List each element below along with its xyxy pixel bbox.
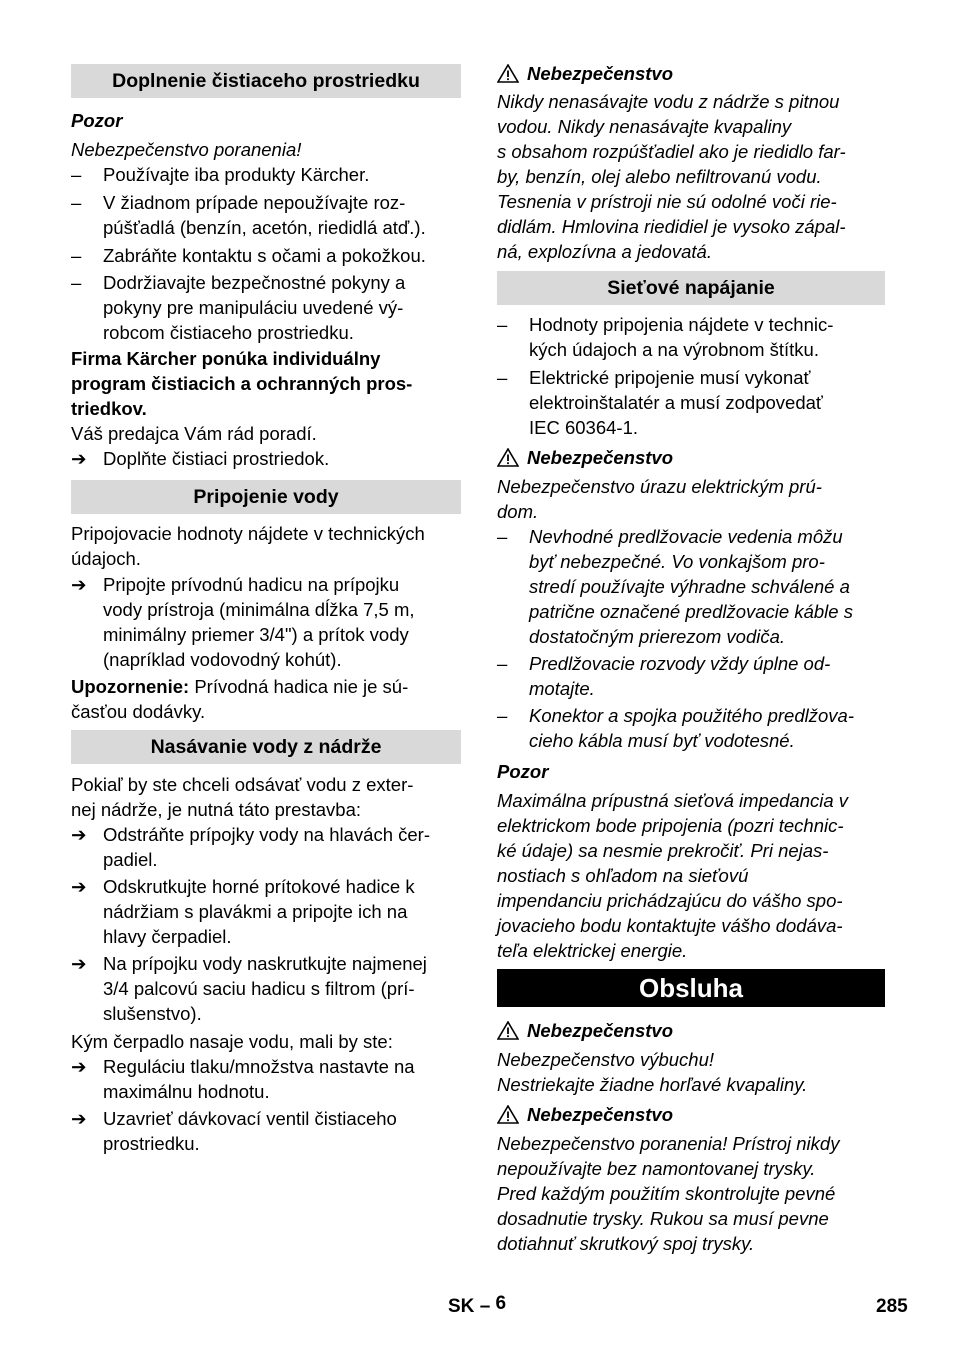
dash-marker: – (497, 314, 508, 335)
section-heading-water-connection: Pripojenie vody (71, 480, 461, 514)
language-code: SK (448, 1296, 475, 1317)
chapter-heading-operation: Obsluha (497, 969, 885, 1007)
list-item: – Konektor a spojka použitého predlžova- cieho kábla musí byť vodotesné. (497, 705, 854, 751)
warning-triangle-icon (497, 448, 519, 467)
warning-text: Nebezpečenstvo poranenia! Prístroj nikdy nepoužívajte bez namontovanej trysky. Pred každým použitím skontrolujte pevné dosadnutie trysky. Rukou sa musí pevne dotiahnuť skrutkový spoj trysky. (497, 1133, 840, 1254)
warning-heading: Nebezpečenstvo (497, 1018, 885, 1043)
section-heading-refill-detergent: Doplnenie čistiaceho prostriedku (71, 64, 461, 98)
arrow-icon: ➔ (71, 1056, 87, 1077)
caution-text: Maximálna prípustná sieťová impedancia v elektrickom bode pripojenia (pozri technic- ké údaje) sa nesmie prekročiť. Pri nejas- nostiach s ohľadom na sieťovú impendanciu prichádzajúcu do vášho spo- jovacieho bodu kontaktujte vášho dodáva- teľa elektrickej energie. (497, 790, 849, 961)
warning-heading: Nebezpečenstvo (497, 1102, 885, 1127)
dash-marker: – (497, 653, 508, 674)
list-item: – V žiadnom prípade nepoužívajte roz- púšťadlá (benzín, acetón, riedidlá atď.). (71, 192, 426, 238)
paragraph: Pripojovacie hodnoty nájdete v technických údajoch. (71, 523, 425, 569)
page-number: 285 (876, 1296, 908, 1317)
step-item: ➔ Odskrutkujte horné prítokové hadice k nádržiam s plavákmi a pripojte ich na hlavy čerpadiel. (71, 876, 415, 947)
paragraph: Kým čerpadlo nasaje vodu, mali by ste: (71, 1031, 393, 1052)
warning-heading: Nebezpečenstvo (497, 61, 885, 86)
warning-triangle-icon (497, 1021, 519, 1040)
list-item: – Nevhodné predlžovacie vedenia môžu byť nebezpečné. Vo vonkajšom pro- stredí používajte výhradne schválené a patrične označené predlžovacie káble s dostatočným prierezom vodiča. (497, 526, 853, 647)
step-item: ➔ Odstráňte prípojky vody na hlavách čer- padiel. (71, 824, 430, 870)
list-item: – Zabráňte kontaktu s očami a pokožkou. (71, 245, 426, 266)
arrow-icon: ➔ (71, 1108, 87, 1129)
section-heading-suction-from-tank: Nasávanie vody z nádrže (71, 730, 461, 764)
footer-dash: – (479, 1296, 491, 1317)
section-heading-power-supply: Sieťové napájanie (497, 271, 885, 305)
step-item: ➔ Doplňte čistiaci prostriedok. (71, 448, 330, 469)
list-item: – Predlžovacie rozvody vždy úplne od- motajte. (497, 653, 831, 699)
list-item: – Hodnoty pripojenia nájdete v technic- kých údajoch a na výrobnom štítku. (497, 314, 834, 360)
note-label: Upozornenie: (71, 676, 190, 697)
dash-marker: – (71, 192, 82, 213)
arrow-icon: ➔ (71, 953, 87, 974)
dealer-advice: Váš predajca Vám rád poradí. (71, 423, 317, 444)
list-item: – Používajte iba produkty Kärcher. (71, 164, 370, 185)
dash-marker: – (71, 272, 82, 293)
step-item: ➔ Reguláciu tlaku/množstva nastavte na maximálnu hodnotu. (71, 1056, 415, 1102)
dash-marker: – (497, 367, 508, 388)
step-item: ➔ Pripojte prívodnú hadicu na prípojku vody prístroja (minimálna dĺžka 7,5 m, minimálny priemer 3/4") a prítok vody (napríklad vodovodný kohút). (71, 574, 415, 670)
caution-text: Nebezpečenstvo poranenia! (71, 139, 302, 160)
dash-marker: – (497, 526, 508, 547)
warning-heading: Nebezpečenstvo (497, 445, 885, 470)
note-paragraph (71, 674, 461, 724)
arrow-icon: ➔ (71, 876, 87, 897)
dash-marker: – (497, 705, 508, 726)
dash-marker: – (71, 245, 82, 266)
section-page-number: 6 (495, 1293, 507, 1314)
dash-marker: – (71, 164, 82, 185)
step-item: ➔ Na prípojku vody naskrutkujte najmenej 3/4 palcovú saciu hadicu s filtrom (prí- slušenstvo). (71, 953, 427, 1024)
step-item: ➔ Uzavrieť dávkovací ventil čistiaceho prostriedku. (71, 1108, 397, 1154)
warning-triangle-icon (497, 64, 519, 83)
warning-text: Nebezpečenstvo výbuchu! Nestriekajte žiadne horľavé kvapaliny. (497, 1049, 808, 1095)
warning-text: Nebezpečenstvo úrazu elektrickým prú- dom. (497, 476, 822, 522)
arrow-icon: ➔ (71, 824, 87, 845)
arrow-icon: ➔ (71, 574, 87, 595)
caution-label: Pozor (71, 110, 123, 131)
warning-triangle-icon (497, 1105, 519, 1124)
list-item: – Dodržiavajte bezpečnostné pokyny a pokyny pre manipuláciu uvedené vý- robcom čistiaceho prostriedku. (71, 272, 406, 343)
page-footer-section (448, 1293, 507, 1318)
warning-text: Nikdy nenasávajte vodu z nádrže s pitnou vodou. Nikdy nenasávajte kvapaliny s obsahom rozpúšťadiel ako je riedidlo far- by, benzín, olej alebo nefiltrovanú vodu. Tesnenia v prístroji nie sú odolné voči rie- didlám. Hmlovina riedidiel je vysoko zápal- ná, explozívna a jedovatá. (497, 91, 846, 262)
caution-label: Pozor (497, 761, 549, 782)
list-item: – Elektrické pripojenie musí vykonať elektroinštalatér a musí zodpovedať IEC 60364-1. (497, 367, 823, 438)
paragraph: Pokiaľ by ste chceli odsávať vodu z exter- nej nádrže, je nutná táto prestavba: (71, 774, 414, 820)
bold-paragraph: Firma Kärcher ponúka individuálny program čistiacich a ochranných pros- triedkov. (71, 348, 413, 419)
note-text: Prívodná hadica nie je sú- časťou dodávky. (71, 676, 409, 722)
arrow-icon: ➔ (71, 448, 87, 469)
